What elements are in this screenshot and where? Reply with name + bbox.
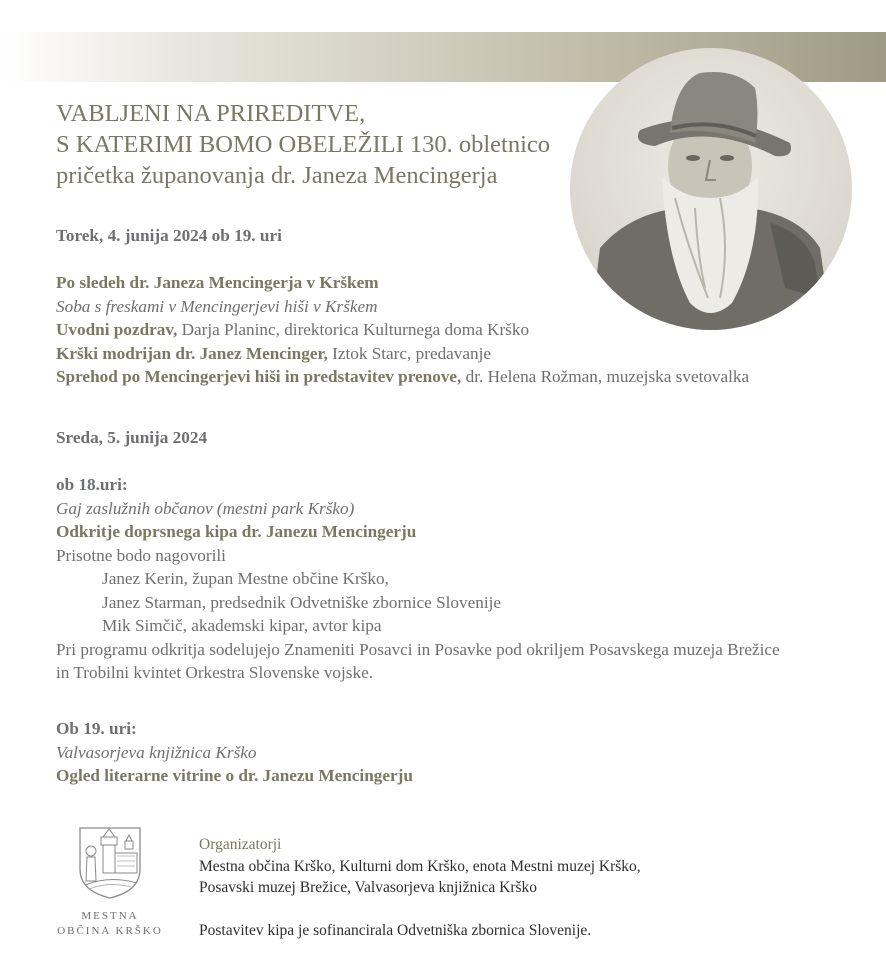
organizers-section (199, 834, 641, 941)
day2-date: Sreda, 5. junija 2024 (56, 428, 208, 447)
coat-of-arms-icon (77, 825, 143, 901)
organizers-heading: Organizatorji (199, 836, 282, 853)
day1-item-text: Darja Planinc, direktorica Kulturnega doma Krško (177, 320, 530, 339)
session1-location: Gaj zaslužnih občanov (mestni park Krško) (56, 498, 355, 518)
invitation-title (56, 98, 550, 191)
day1-event-title: Po sledeh dr. Janeza Mencingerja v Krškem (56, 273, 379, 292)
day1-item-bold: Sprehod po Mencingerjevi hiši in predstavitev prenove, (56, 367, 462, 386)
sponsor-note: Postavitev kipa je sofinancirala Odvetniška zbornica Slovenije. (199, 921, 592, 939)
logo-text-line-1: MESTNA (81, 910, 139, 922)
program-note-line: in Trobilni kvintet Orkestra Slovenske vojske. (56, 663, 374, 682)
day1-date: Torek, 4. junija 2024 ob 19. uri (56, 226, 282, 245)
day1-location: Soba s freskami v Mencingerjevi hiši v Krškem (56, 296, 378, 316)
day1-item (56, 342, 749, 366)
day2-section (56, 426, 207, 450)
logo-text-line-2: OBČINA KRŠKO (57, 925, 163, 937)
day1-item (56, 365, 749, 389)
day1-item-bold: Krški modrijan dr. Janez Mencinger, (56, 343, 328, 363)
session1-time: ob 18.uri: (56, 475, 128, 494)
title-line-2: S KATERIMI BOMO OBELEŽILI 130. obletnico (56, 131, 551, 158)
organizers-line: Mestna občina Krško, Kulturni dom Krško, enota Mestni muzej Krško, (199, 857, 641, 875)
day1-item-text: Iztok Starc, predavanje (327, 343, 492, 363)
speaker-item: Janez Kerin, župan Mestne občine Krško, (102, 569, 389, 588)
speaker-item: Janez Starman, predsednik Odvetniške zbornice Slovenije (102, 592, 502, 612)
session1-event-title: Odkritje doprsnega kipa dr. Janezu Mencingerju (56, 522, 417, 541)
day1-item (56, 318, 749, 342)
day2-session1 (56, 473, 780, 685)
day1-item-text: dr. Helena Rožman, muzejska svetovalka (461, 367, 750, 386)
title-line-1: VABLJENI NA PRIREDITVE, (56, 100, 366, 127)
program-note-line: Pri programu odkritja sodelujejo Znameniti Posavci in Posavke pod okriljem Posavskega muzeja Brežice (56, 639, 780, 659)
day2-session2 (56, 717, 413, 788)
day1-program (56, 271, 749, 389)
session2-event-title: Ogled literarne vitrine o dr. Janezu Mencingerju (56, 766, 413, 785)
speaker-item: Mik Simčič, akademski kipar, avtor kipa (102, 616, 382, 635)
municipality-logo (55, 825, 165, 939)
day1-section (56, 224, 282, 248)
organizers-line: Posavski muzej Brežice, Valvasorjeva knjižnica Krško (199, 879, 538, 896)
session2-location: Valvasorjeva knjižnica Krško (56, 742, 257, 762)
speakers-intro: Prisotne bodo nagovorili (56, 545, 226, 565)
session2-time: Ob 19. uri: (56, 719, 137, 738)
day1-item-bold: Uvodni pozdrav, (56, 320, 178, 339)
title-line-3: pričetka županovanja dr. Janeza Mencingerja (56, 162, 498, 189)
